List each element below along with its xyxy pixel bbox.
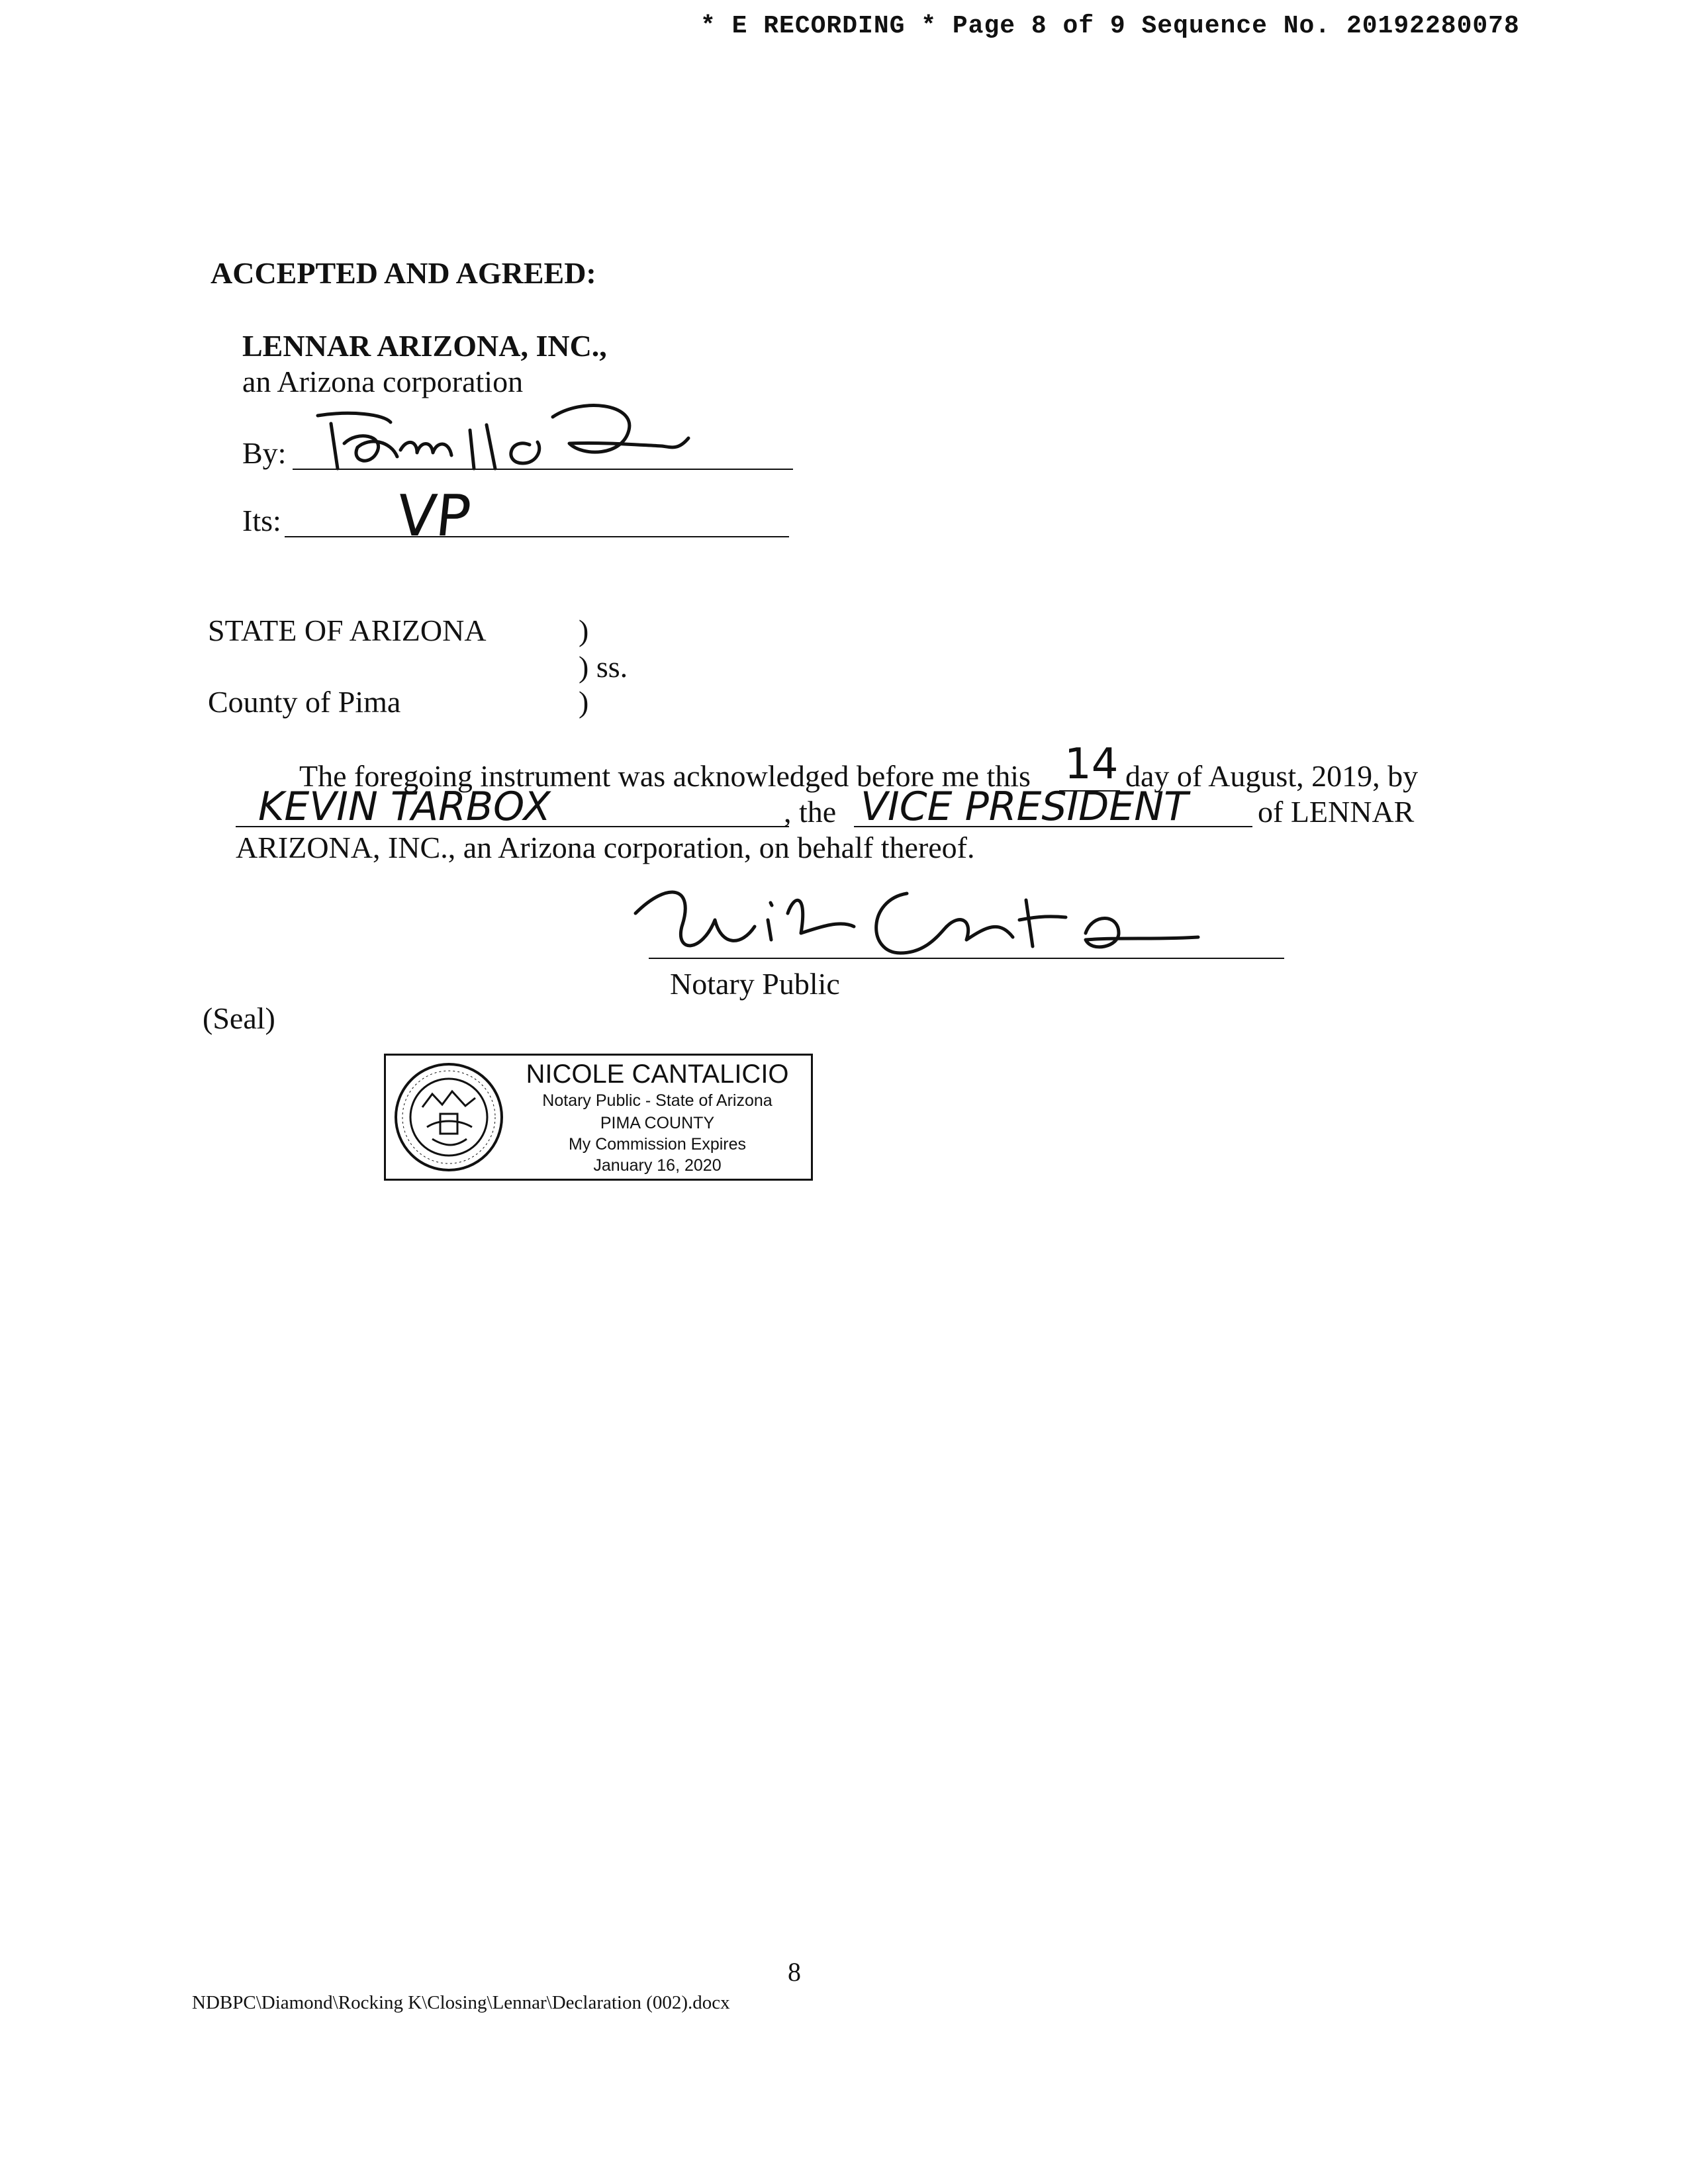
- by-signature: [291, 384, 715, 483]
- accepted-heading: ACCEPTED AND AGREED:: [211, 256, 596, 290]
- ack-title-handwritten: VICE PRESIDENT: [861, 784, 1188, 830]
- stamp-line5: January 16, 2020: [593, 1156, 722, 1175]
- notary-stamp: [384, 1054, 813, 1181]
- ack-of-lennar: of LENNAR: [1258, 795, 1415, 829]
- ack-day-handwritten: 14: [1064, 740, 1119, 789]
- by-label: By:: [242, 436, 287, 470]
- stamp-line3: PIMA COUNTY: [600, 1114, 715, 1132]
- page-number: 8: [788, 1957, 801, 1987]
- its-title-handwritten: VP: [393, 483, 474, 549]
- stamp-line2: Notary Public - State of Arizona: [542, 1091, 773, 1110]
- recording-header: * E RECORDING * Page 8 of 9 Sequence No. 20192280078: [700, 12, 1520, 40]
- seal-label: (Seal): [203, 1001, 275, 1035]
- its-label: Its:: [242, 504, 281, 537]
- stamp-name: NICOLE CANTALICIO: [526, 1060, 789, 1089]
- company-description: an Arizona corporation: [242, 365, 524, 398]
- ack-line1-pre: The foregoing instrument was acknowledged before me this: [299, 759, 1031, 793]
- venue-ss: ) ss.: [579, 650, 628, 684]
- company-name: LENNAR ARIZONA, INC.,: [242, 329, 607, 363]
- ack-the: , the: [784, 795, 837, 829]
- ack-name-handwritten: KEVIN TARBOX: [258, 784, 551, 830]
- its-line: [285, 536, 789, 537]
- notary-public-label: Notary Public: [670, 967, 840, 1001]
- ack-line3: ARIZONA, INC., an Arizona corporation, on behalf thereof.: [236, 831, 975, 864]
- county-label: County of Pima: [208, 685, 401, 719]
- notary-signature: [629, 874, 1297, 979]
- footer-file-path: NDBPC\Diamond\Rocking K\Closing\Lennar\Declaration (002).docx: [192, 1992, 730, 2013]
- venue-paren-3: ): [579, 685, 589, 719]
- stamp-line4: My Commission Expires: [568, 1135, 747, 1154]
- venue-paren-1: ): [579, 614, 589, 647]
- state-label: STATE OF ARIZONA: [208, 614, 487, 647]
- ack-line1-post: day of August, 2019, by: [1125, 759, 1419, 793]
- arizona-state-seal: [393, 1061, 505, 1173]
